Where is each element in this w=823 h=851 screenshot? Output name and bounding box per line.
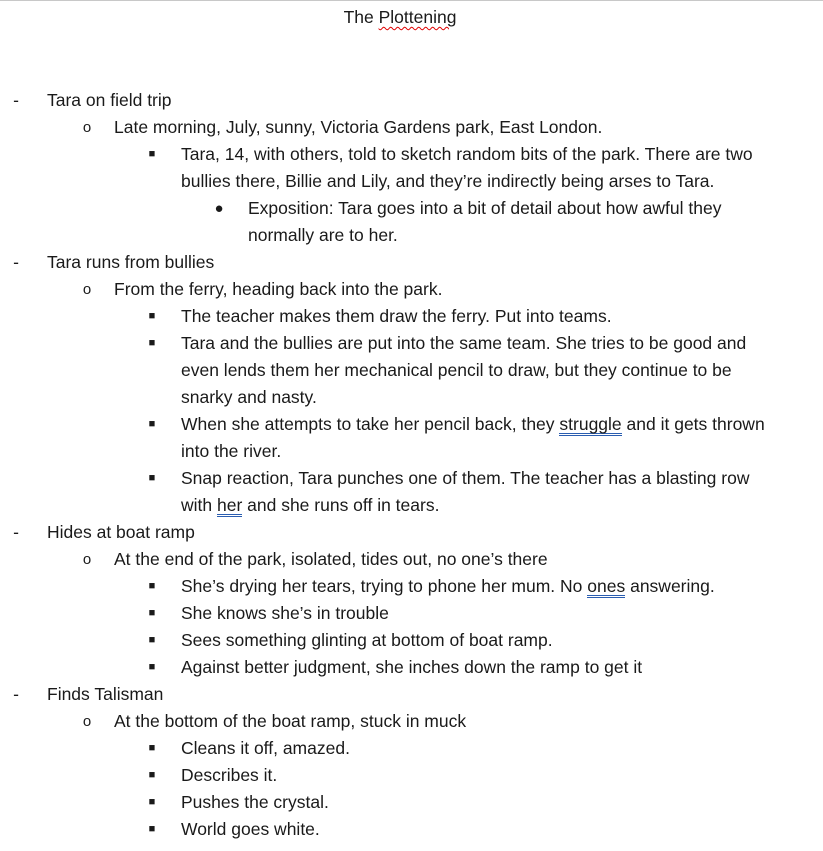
heading-text: Finds Talisman	[47, 684, 164, 704]
page-top-edge	[0, 0, 823, 1]
outline-point-continuation	[0, 438, 823, 465]
text-run: and it gets thrown	[621, 414, 765, 434]
point-text: Tara and the bullies are put into the same team. She tries to be good and	[181, 333, 747, 353]
setting-text: At the end of the park, isolated, tides out, no one’s there	[114, 549, 548, 569]
point-text: bullies there, Billie and Lily, and they’re indirectly being arses to Tara.	[181, 171, 715, 191]
point-text	[181, 411, 765, 438]
outline-point	[0, 141, 823, 168]
dash-bullet: -	[13, 522, 19, 542]
square-bullet: ■	[148, 337, 156, 349]
square-bullet: ■	[148, 634, 156, 646]
outline-heading	[0, 519, 823, 546]
text-run: When she attempts to take her pencil back, they	[181, 414, 560, 434]
outline-point	[0, 627, 823, 654]
square-bullet: ■	[148, 823, 156, 835]
dash-bullet: -	[13, 252, 19, 272]
grammar-flag-word[interactable]: struggle	[559, 414, 622, 434]
outline-point	[0, 573, 823, 600]
outline-heading	[0, 249, 823, 276]
subpoint-text: Exposition: Tara goes into a bit of detail about how awful they	[248, 198, 722, 218]
outline-point-continuation	[0, 357, 823, 384]
outline-point	[0, 465, 823, 492]
dash-bullet: -	[13, 90, 19, 110]
outline-point	[0, 654, 823, 681]
point-text: The teacher makes them draw the ferry. Put into teams.	[181, 306, 612, 326]
point-text	[181, 573, 715, 600]
grammar-flag-word[interactable]: her	[216, 495, 243, 515]
heading-text: Hides at boat ramp	[47, 522, 195, 542]
circle-bullet: o	[82, 119, 92, 136]
outline-heading	[0, 87, 823, 114]
outline-point	[0, 330, 823, 357]
square-bullet: ■	[148, 148, 156, 160]
outline-point-continuation	[0, 384, 823, 411]
square-bullet: ■	[148, 418, 156, 430]
outline-subpoint	[0, 195, 823, 222]
text-run: answering.	[625, 576, 715, 596]
point-text: Tara, 14, with others, told to sketch random bits of the park. There are two	[181, 144, 753, 164]
setting-text: At the bottom of the boat ramp, stuck in muck	[114, 711, 467, 731]
circle-bullet: o	[82, 713, 92, 730]
point-text: Pushes the crystal.	[181, 792, 329, 812]
setting-text: Late morning, July, sunny, Victoria Gardens park, East London.	[114, 117, 603, 137]
point-text	[181, 492, 439, 519]
setting-text: From the ferry, heading back into the park.	[114, 279, 443, 299]
text-run: She’s drying her tears, trying to phone her mum. No	[181, 576, 588, 596]
text-run: with	[181, 495, 217, 515]
square-bullet: ■	[148, 472, 156, 484]
square-bullet: ■	[148, 661, 156, 673]
point-text: into the river.	[181, 441, 282, 461]
outline-setting	[0, 276, 823, 303]
subpoint-text: normally are to her.	[248, 225, 398, 245]
dash-bullet: -	[13, 684, 19, 704]
outline-setting	[0, 114, 823, 141]
heading-text: Tara runs from bullies	[47, 252, 215, 272]
point-text: Against better judgment, she inches down the ramp to get it	[181, 657, 643, 677]
square-bullet: ■	[148, 742, 156, 754]
outline-point	[0, 600, 823, 627]
point-text: Cleans it off, amazed.	[181, 738, 350, 758]
point-text: even lends them her mechanical pencil to draw, but they continue to be	[181, 360, 732, 380]
square-bullet: ■	[148, 607, 156, 619]
outline-point	[0, 789, 823, 816]
outline-point	[0, 762, 823, 789]
point-text: World goes white.	[181, 819, 320, 839]
outline-list	[0, 87, 823, 843]
outline-point-continuation	[0, 492, 823, 519]
square-bullet: ■	[148, 796, 156, 808]
heading-text: Tara on field trip	[47, 90, 172, 110]
title-prefix: The	[343, 7, 379, 27]
outline-subpoint-continuation	[0, 222, 823, 249]
outline-heading	[0, 681, 823, 708]
outline-setting	[0, 546, 823, 573]
square-bullet: ■	[148, 580, 156, 592]
grammar-flag-word[interactable]: ones	[587, 576, 626, 596]
document-title	[0, 5, 800, 29]
outline-point	[0, 816, 823, 843]
outline-point	[0, 303, 823, 330]
point-text: Describes it.	[181, 765, 278, 785]
point-text: snarky and nasty.	[181, 387, 317, 407]
outline-point	[0, 735, 823, 762]
point-text: Sees something glinting at bottom of boat ramp.	[181, 630, 553, 650]
outline-point	[0, 411, 823, 438]
text-run: and she runs off in tears.	[242, 495, 440, 515]
point-text: Snap reaction, Tara punches one of them. The teacher has a blasting row	[181, 468, 750, 488]
outline-point-continuation	[0, 168, 823, 195]
outline-setting	[0, 708, 823, 735]
circle-bullet: o	[82, 281, 92, 298]
point-text: She knows she’s in trouble	[181, 603, 389, 623]
square-bullet: ■	[148, 310, 156, 322]
dot-bullet: ●	[214, 200, 224, 217]
title-misspelled-word[interactable]: Plottening	[378, 7, 457, 27]
circle-bullet: o	[82, 551, 92, 568]
square-bullet: ■	[148, 769, 156, 781]
